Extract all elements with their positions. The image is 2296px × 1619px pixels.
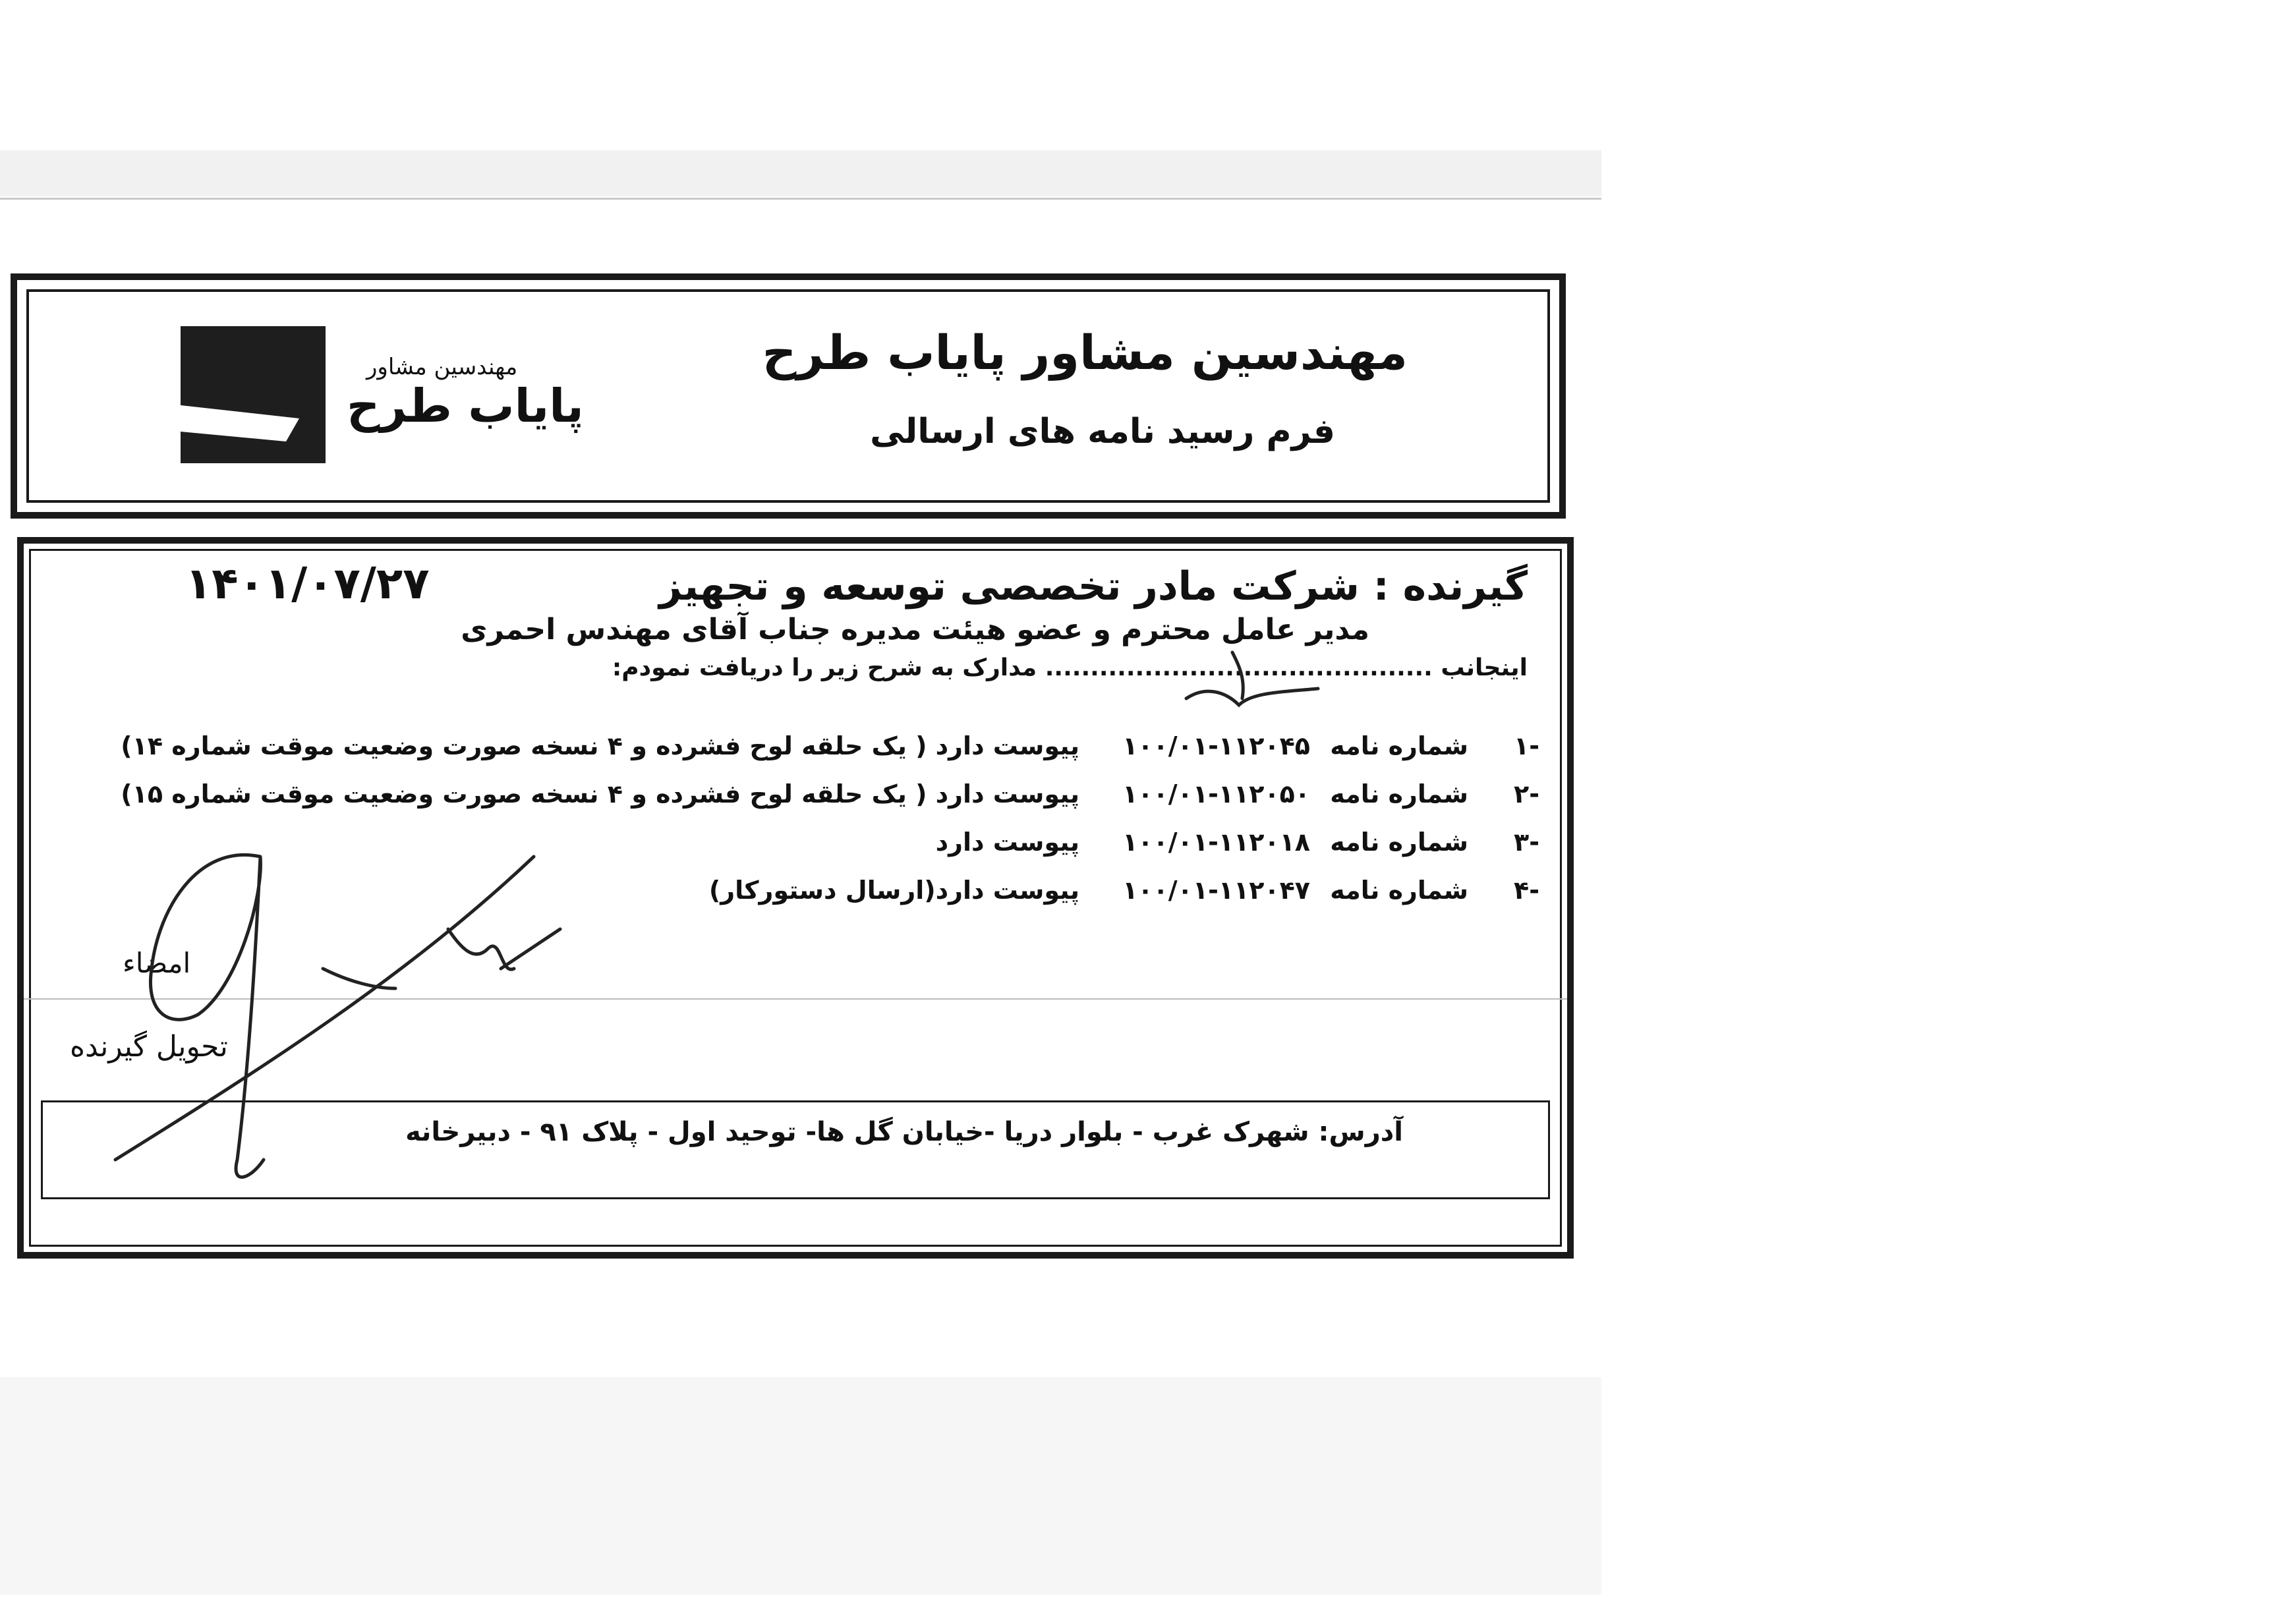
letter-description: پیوست دارد ( یک حلقه لوح فشرده و ۴ نسخه صورت وضعیت موقت شماره ۱۴) [121, 731, 1079, 760]
receiver-label: تحویل گیرنده [70, 1030, 228, 1064]
letter-reference: ۱۰۰/۰۱-۱۱۲۰۱۸ [1122, 828, 1310, 857]
letter-reference: ۱۰۰/۰۱-۱۱۲۰۴۵ [1122, 731, 1310, 760]
letter-description: پیوست دارد ( یک حلقه لوح فشرده و ۴ نسخه صورت وضعیت موقت شماره ۱۵) [121, 780, 1079, 809]
logo-subtitle: مهندسین مشاور [366, 354, 518, 380]
letter-index: ۱- [1514, 731, 1539, 760]
letter-reference: ۱۰۰/۰۱-۱۱۲۰۵۰ [1122, 780, 1310, 809]
document-date: ۱۴۰۱/۰۷/۲۷ [185, 558, 430, 609]
company-address: آدرس: شهرک غرب - بلوار دریا -خیابان گل ها- توحید اول - پلاک ۹۱ - دبیرخانه [405, 1117, 1403, 1147]
signature-label: امضاء [123, 947, 191, 979]
letter-description: پیوست دارد(ارسال دستورکار) [708, 876, 1079, 905]
letter-reference: ۱۰۰/۰۱-۱۱۲۰۴۷ [1122, 876, 1310, 905]
letter-description: پیوست دارد [935, 828, 1079, 857]
letter-index: ۲- [1514, 780, 1539, 809]
letter-index: ۴- [1514, 876, 1539, 905]
letter-label: شماره نامه [1330, 876, 1468, 905]
recipient-line: گیرنده : شرکت مادر تخصصی توسعه و تجهیز [659, 563, 1528, 610]
receipt-statement: اینجانب ........................................... مدارک به شرح زیر را دریافت نمودم: [612, 654, 1528, 681]
letter-label: شماره نامه [1330, 731, 1468, 760]
form-title: فرم رسید نامه های ارسالی [870, 412, 1335, 451]
letter-index: ۳- [1514, 828, 1539, 857]
letter-label: شماره نامه [1330, 780, 1468, 809]
company-title: مهندسین مشاور پایاب طرح [762, 325, 1408, 380]
letter-label: شماره نامه [1330, 828, 1468, 857]
addressee-line: مدیر عامل محترم و عضو هیئت مدیره جناب آقای مهندس احمری [461, 613, 1369, 646]
logo-name: پایاب طرح [347, 379, 584, 433]
